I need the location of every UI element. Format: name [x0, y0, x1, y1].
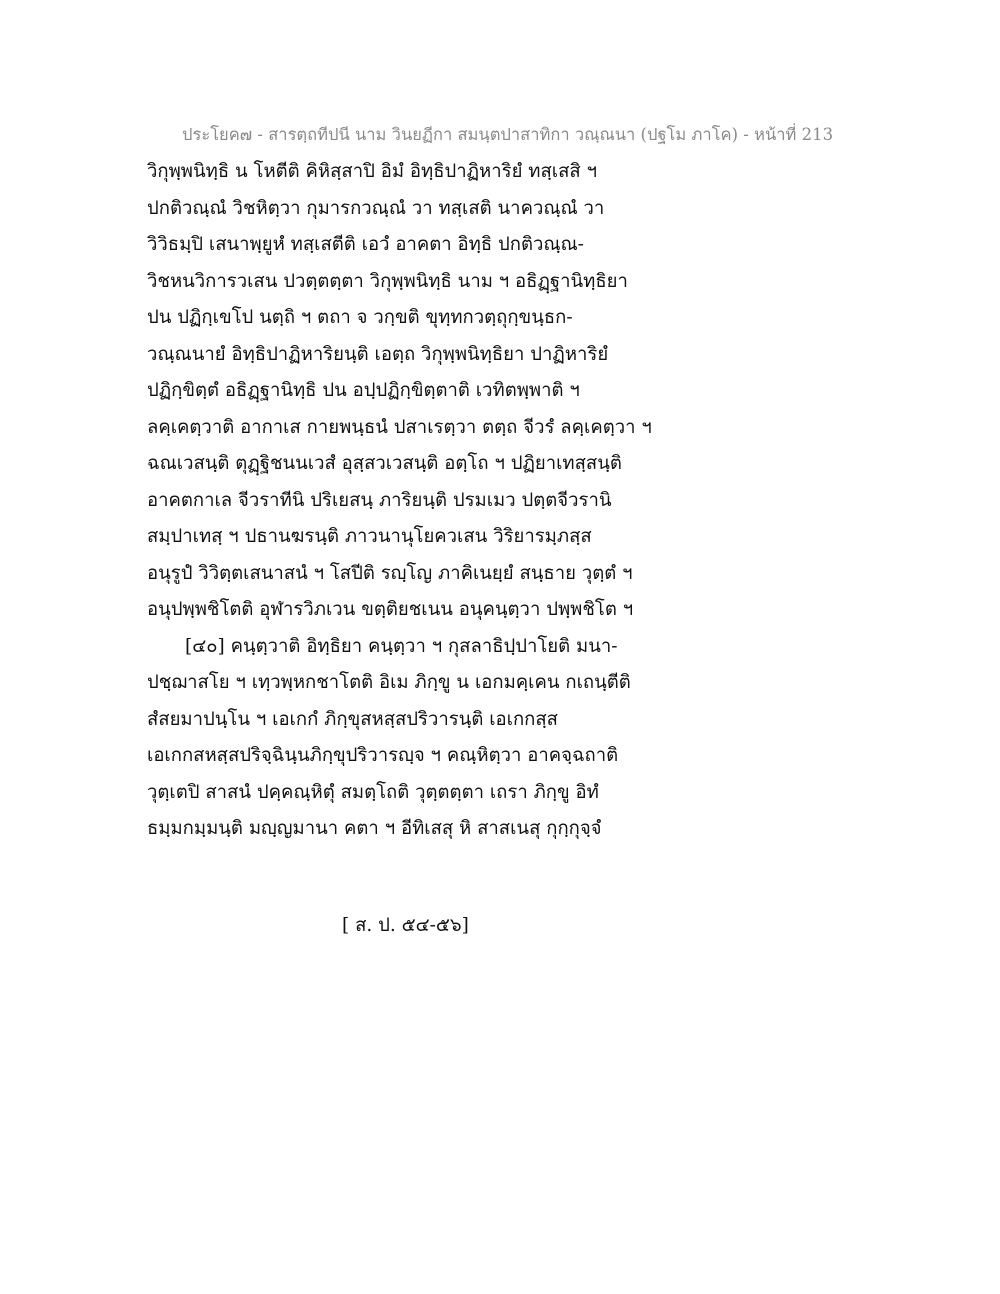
- text-line: สมฺปาเทสฺ ฯ ปธานฆรนฺติ ภาวนานุโยควเสน วิริยารมฺภสฺส: [147, 526, 592, 547]
- text-line: ปฏิกฺขิตฺตํ อธิฏฺฐานิทฺธิ ปน อปฺปฏิกฺขิตฺตาติ เวทิตพฺพาติ ฯ: [147, 380, 580, 401]
- text-line: วิวิธมฺปิ เสนาพฺยูหํ ทสฺเสตีติ เอวํ อาคตา อิทฺธิ ปกติวณฺณ-: [147, 234, 584, 255]
- text-line: ธมฺมกมฺมนฺติ มญฺญมานา คตา ฯ อีทิเสสุ หิ สาสเนสุ กุกฺกุจฺจํ: [147, 818, 602, 839]
- body-text: [147, 154, 707, 848]
- text-line: วณฺณนายํ อิทฺธิปาฏิหาริยนฺติ เอตฺถ วิกุพฺพนิทฺธิยา ปาฏิหาริยํ: [147, 343, 609, 365]
- paragraph-start-line: [๔๐] คนฺตฺวาติ อิทฺธิยา คนฺตฺวา ฯ กุสลาธิปฺปาโยติ มนา-: [185, 635, 618, 657]
- source-reference: [ ส. ป. ๕๔-๕๖]: [342, 915, 469, 936]
- text-line: เอเกกสหสฺสปริจฺฉินฺนภิกฺขุปริวารญฺจ ฯ คณฺหิตฺวา อาคจฺฉถาติ: [147, 745, 619, 766]
- text-line: ฉณเวสนฺติ ตุฏฺฐิชนนเวสํ อุสฺสวเวสนฺติ อตฺโถ ฯ ปฏิยาเทสฺสนฺติ: [147, 453, 622, 474]
- text-line: ปกติวณฺณํ วิชหิตฺวา กุมารกวณฺณํ วา ทสฺเสติ นาควณฺณํ วา: [147, 197, 605, 219]
- text-line: วิชหนวิการวเสน ปวตฺตตฺตา วิกุพฺพนิทฺธิ นาม ฯ อธิฏฺฐานิทฺธิยา: [147, 270, 628, 292]
- text-line: อนุรูปํ วิวิตฺตเสนาสนํ ฯ โสปีติ รญฺโญ ภาคิเนยฺยํ สนฺธาย วุตฺตํ ฯ: [147, 562, 633, 584]
- text-line: วุตฺเตปิ สาสนํ ปคฺคณฺหิตุํ สมตฺโถติ วุตฺตตฺตา เถรา ภิกฺขู อิทํ: [147, 781, 599, 803]
- page-header: ประโยค๗ - สารตฺถทีปนี นาม วินยฏีกา สมนฺตปาสาทิกา วณฺณนา (ปฐโม ภาโค) - หน้าที่ 213: [182, 125, 834, 144]
- text-line: ปน ปฏิกฺเขโป นตฺถิ ฯ ตถา จ วกฺขติ ขุทฺทกวตฺถุกฺขนฺธก-: [147, 307, 573, 328]
- text-line: วิกุพฺพนิทฺธิ น โหตีติ คิหิสฺสาปิ อิมํ อิทฺธิปาฏิหาริยํ ทสฺเสสิ ฯ: [147, 161, 597, 182]
- text-line: ปชฺฌาสโย ฯ เทฺวพฺหกชาโตติ อิเม ภิกฺขู น เอกมคฺเคน กเถนฺตีติ: [147, 672, 631, 693]
- text-line: ลคฺเคตฺวาติ อากาเส กายพนฺธนํ ปสาเรตฺวา ตตฺถ จีวรํ ลคฺเคตฺวา ฯ: [147, 416, 652, 438]
- text-line: สํสยมาปนฺโน ฯ เอเกกํ ภิกฺขุสหสฺสปริวารนฺติ เอเกกสฺส: [147, 708, 558, 730]
- text-line: อาคตกาเล จีวราทีนิ ปริเยสนฺ ภาริยนฺติ ปรมเมว ปตฺตจีวรานิ: [147, 489, 612, 511]
- text-line: อนุปพฺพชิโตติ อุฬารวิภเวน ขตฺติยชเนน อนุคนฺตฺวา ปพฺพชิโต ฯ: [147, 599, 634, 620]
